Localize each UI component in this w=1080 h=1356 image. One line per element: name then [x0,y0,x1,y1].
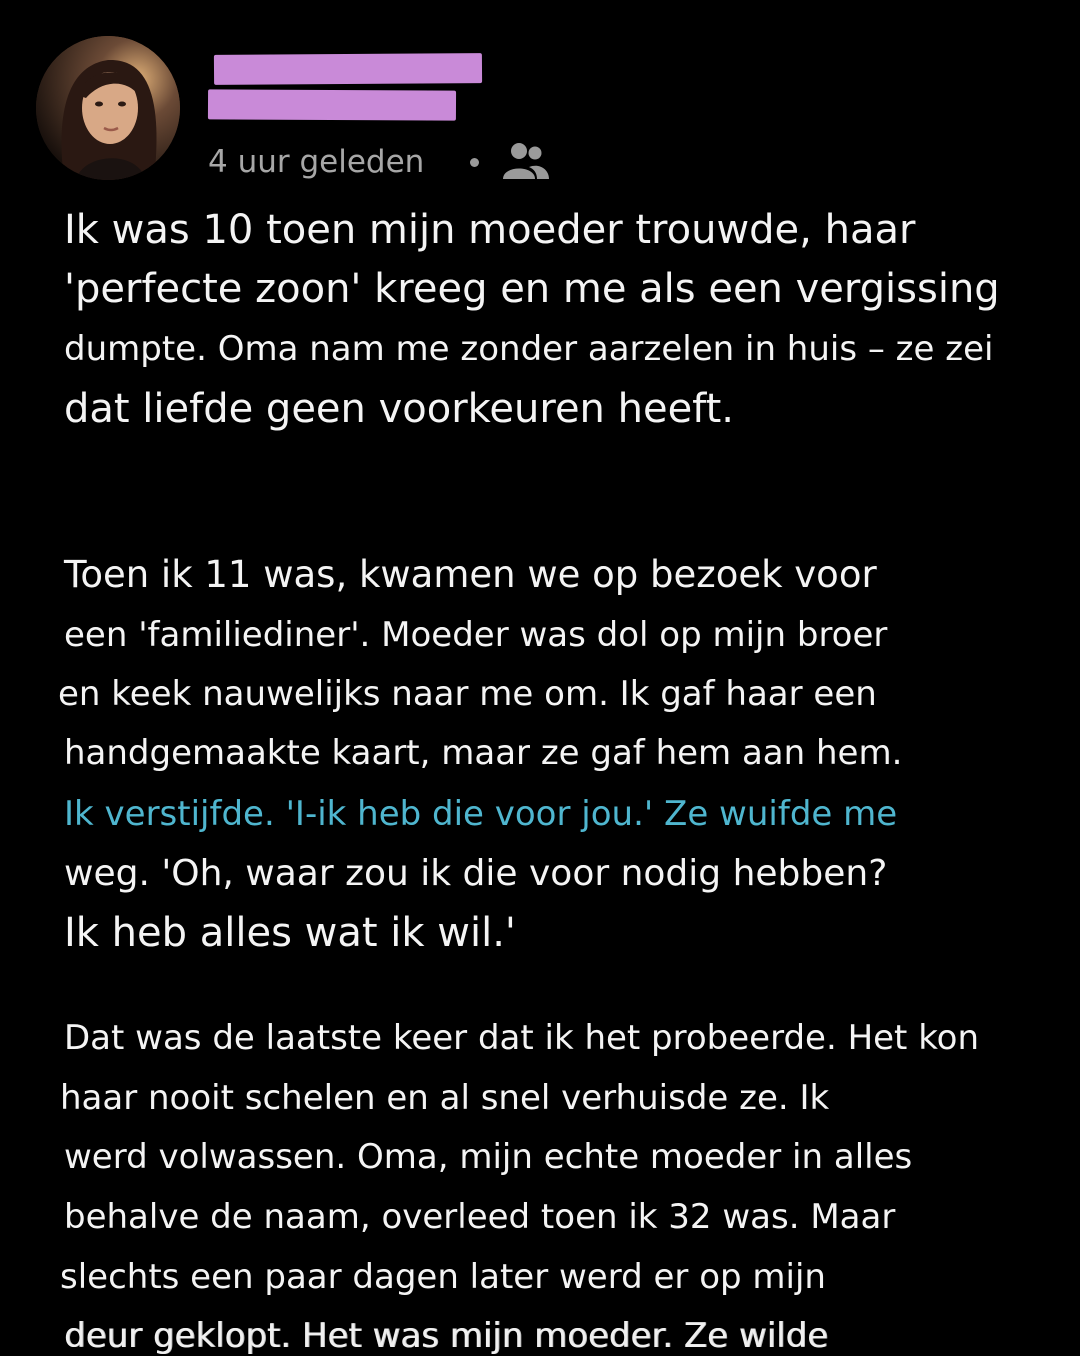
post-text-line: haar nooit schelen en al snel verhuisde ze. Ik [60,1078,830,1118]
post-text-line: Toen ik 11 was, kwamen we op bezoek voor [64,553,877,596]
post-text-line: weg. 'Oh, waar zou ik die voor nodig hebben? [64,853,888,894]
post-text-line: dat liefde geen voorkeuren heeft. [64,386,734,432]
timestamp[interactable]: 4 uur geleden [208,144,425,180]
post-text-line: deur geklopt. Het was mijn moeder. Ze wilde [64,1316,828,1356]
redacted-name-bar [208,89,456,120]
post-text-line: en keek nauwelijks naar me om. Ik gaf haar een [58,674,877,714]
post-text-line: Ik heb alles wat ik wil.' [64,910,516,956]
post-meta [208,138,551,186]
post-text-line: 'perfecte zoon' kreeg en me als een vergissing [64,266,1000,312]
friends-icon[interactable] [499,139,551,185]
avatar-portrait-icon [36,36,180,180]
avatar[interactable] [36,36,180,180]
post-text-line: handgemaakte kaart, maar ze gaf hem aan hem. [64,733,903,773]
separator-dot [470,158,479,167]
post-text-line: behalve de naam, overleed toen ik 32 was. Maar [64,1197,896,1237]
post-text-line: werd volwassen. Oma, mijn echte moeder in alles [64,1137,913,1177]
post-text-line: Dat was de laatste keer dat ik het probeerde. Het kon [64,1018,980,1058]
post-text-line: dumpte. Oma nam me zonder aarzelen in huis – ze zei [64,329,994,369]
redacted-name-bar [214,53,482,85]
post-text-line: Ik was 10 toen mijn moeder trouwde, haar [64,207,916,253]
post-text-line: een 'familiediner'. Moeder was dol op mijn broer [64,615,888,655]
highlighted-text-line: Ik verstijfde. 'I-ik heb die voor jou.' Ze wuifde me [64,794,898,834]
post-text-line: slechts een paar dagen later werd er op mijn [60,1257,826,1297]
